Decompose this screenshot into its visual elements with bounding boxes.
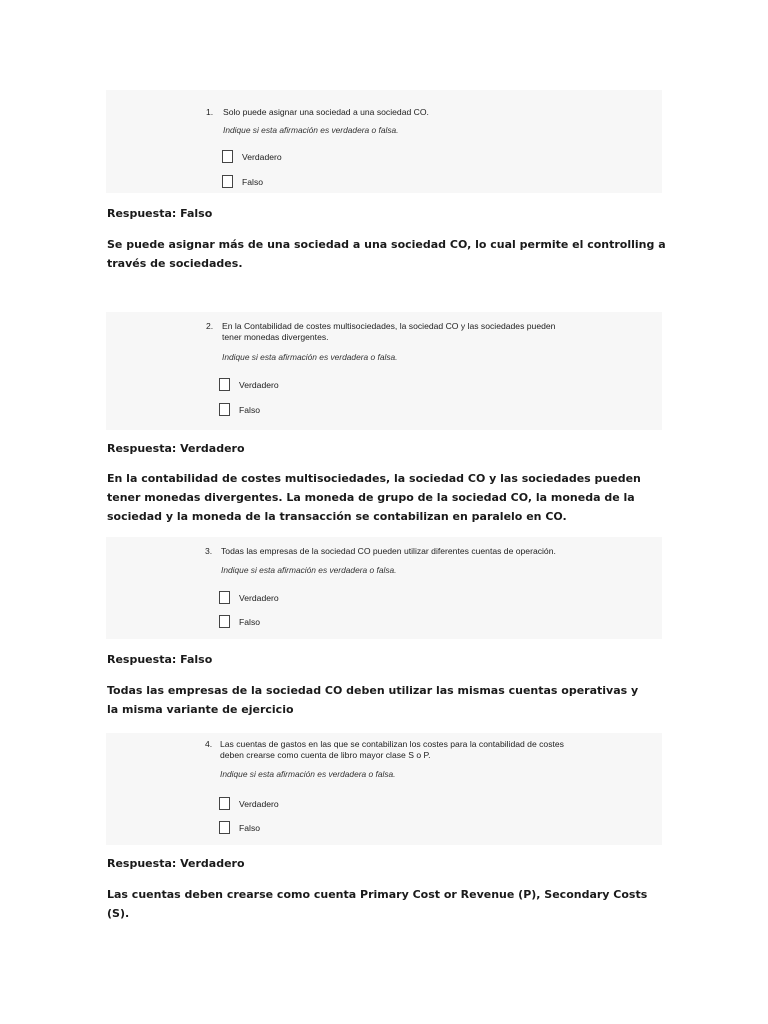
question-2-verdadero-checkbox[interactable]: [219, 378, 230, 391]
question-4-option-falso[interactable]: [219, 821, 260, 834]
question-1-option-falso[interactable]: [222, 175, 263, 188]
question-4-falso-checkbox[interactable]: [219, 821, 230, 834]
question-4-instruction: Indique si esta afirmación es verdadera o falsa.: [220, 769, 396, 779]
question-3-verdadero-checkbox[interactable]: [219, 591, 230, 604]
question-4-verdadero-label: Verdadero: [239, 798, 279, 809]
answer-3: Respuesta: Falso: [107, 653, 213, 666]
question-1-falso-checkbox[interactable]: [222, 175, 233, 188]
explanation-4: Las cuentas deben crearse como cuenta Primary Cost or Revenue (P), Secondary Costs (S).: [107, 888, 648, 920]
question-2-text: En la Contabilidad de costes multisociedades, la sociedad CO y las sociedades pueden tener monedas divergentes.: [222, 321, 556, 342]
question-3-instruction: Indique si esta afirmación es verdadera o falsa.: [221, 565, 397, 575]
question-1-text: Solo puede asignar una sociedad a una sociedad CO.: [223, 107, 429, 117]
question-3-option-verdadero[interactable]: [219, 591, 279, 604]
question-1-verdadero-checkbox[interactable]: [222, 150, 233, 163]
question-1-number: 1.: [206, 107, 214, 117]
explanation-3: Todas las empresas de la sociedad CO deben utilizar las mismas cuentas operativas y la misma variante de ejercicio: [107, 684, 639, 716]
question-2-falso-label: Falso: [239, 404, 261, 415]
question-3-box: [106, 537, 662, 639]
question-1-falso-label: Falso: [242, 176, 264, 187]
question-4-falso-label: Falso: [239, 822, 261, 833]
question-3-verdadero-label: Verdadero: [239, 592, 279, 603]
question-2-instruction: Indique si esta afirmación es verdadera o falsa.: [222, 352, 398, 362]
question-2-option-verdadero[interactable]: [219, 378, 279, 391]
question-1-box: [106, 90, 662, 193]
question-2-verdadero-label: Verdadero: [239, 379, 279, 390]
question-3-number: 3.: [205, 546, 213, 556]
explanation-1: Se puede asignar más de una sociedad a una sociedad CO, lo cual permite el controlling a través de sociedades.: [107, 238, 666, 270]
question-4-box: [106, 733, 662, 845]
question-2-box: [106, 312, 662, 430]
question-2-option-falso[interactable]: [219, 403, 260, 416]
question-3-text: Todas las empresas de la sociedad CO pueden utilizar diferentes cuentas de operación.: [221, 546, 556, 556]
answer-1: Respuesta: Falso: [107, 207, 213, 220]
question-4-verdadero-checkbox[interactable]: [219, 797, 230, 810]
question-4-option-verdadero[interactable]: [219, 797, 279, 810]
question-2-falso-checkbox[interactable]: [219, 403, 230, 416]
question-3-falso-label: Falso: [239, 616, 261, 627]
answer-2: Respuesta: Verdadero: [107, 442, 245, 455]
answer-4: Respuesta: Verdadero: [107, 857, 245, 870]
question-4-number: 4.: [205, 739, 213, 749]
question-3-falso-checkbox[interactable]: [219, 615, 230, 628]
question-1-verdadero-label: Verdadero: [242, 151, 282, 162]
question-1-instruction: Indique si esta afirmación es verdadera o falsa.: [223, 125, 399, 135]
question-3-option-falso[interactable]: [219, 615, 260, 628]
question-2-number: 2.: [206, 321, 214, 331]
question-1-option-verdadero[interactable]: [222, 150, 282, 163]
question-4-text: Las cuentas de gastos en las que se contabilizan los costes para la contabilidad de costes deben crearse como cuenta de libro mayor clase S o P.: [220, 739, 564, 760]
explanation-2: En la contabilidad de costes multisociedades, la sociedad CO y las sociedades pueden tener monedas divergentes. La moneda de grupo de la sociedad CO, la moneda de la sociedad y la moneda de la transacción se contabilizan en paralelo en CO.: [107, 472, 641, 523]
